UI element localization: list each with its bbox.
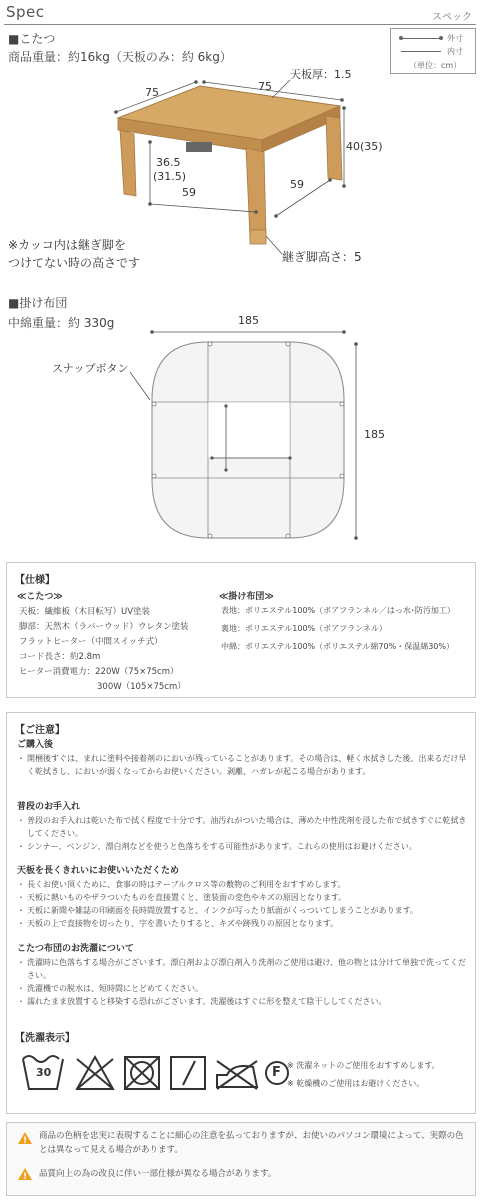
spec-futon-line: 表地：ポリエステル100%（ボアフランネル／はっ水･防汚加工） [221,606,455,615]
kotatsu-width-dim: 75 [145,86,159,99]
leg-extension [250,230,266,244]
inner-depth-dim: 59 [290,178,304,191]
spec-kotatsu-line: 300W（105×75cm） [97,682,186,692]
svg-text:!: ! [22,1136,28,1145]
leg-back-right [326,116,342,180]
care-section-title: 天板を長くきれいにお使いいただくため [17,866,180,876]
top-thickness-callout: 天板厚：1.5 [290,68,352,81]
care-section-title: ご購入後 [17,740,54,750]
wash-heading: 【洗濯表示】 [15,1033,75,1044]
legend-outer-line [401,38,441,39]
futon-weight: 中綿重量：約 330g [8,316,115,330]
care-item: ・ 濡れたまま放置すると移染する恐れがございます。洗濯後はすぐに形を整えて陰干ししてください。 [17,995,467,1008]
spec-futon-heading: ≪掛け布団≫ [219,592,274,602]
spec-futon-line: 中綿：ポリエステル100%（ポリエステル綿70%・保温綿30%） [221,642,454,651]
care-section [17,941,467,1008]
care-section-title: 普段のお手入れ [17,802,81,812]
line-dry-icon [171,1057,205,1089]
disclaimer-box [6,1122,476,1196]
care-item: ・ 洗濯機での脱水は、短時間にとどめてください。 [17,982,467,995]
dry-clean-letter: F [272,1065,281,1080]
care-item: ・ 洗濯時に色落ちする場合がございます。漂白剤および漂白剤入り洗剤のご使用は避け、他の物とは分けて単独で洗ってください。 [17,956,467,982]
kotatsu-weight: 商品重量：約16kg（天板のみ：約 6kg） [8,50,232,64]
leg-extension-callout: 継ぎ脚高さ：5 [282,250,362,264]
spec-kotatsu-line: コード長さ：約2.8m [19,652,101,662]
inner-height-alt-dim: (31.5) [153,170,187,183]
disclaimer-line: 商品の色柄を忠実に表現することに細心の注意を払っておりますが、お使いのパソコン環境によって、実際の色とは異なって見える場合があります。 [39,1131,464,1155]
wash-temp: 30 [36,1066,52,1079]
legend-inner-label: 内寸 [447,47,463,56]
disclaimer-line: 品質向上の為の改良に伴い一部仕様が異なる場合があります。 [39,1169,277,1179]
legend-unit: （単位：cm） [409,61,462,70]
care-item: ・ シンナー、ベンジン、漂白剤などを使うと色落ちをする可能性があります。これらの使用はお避けください。 [17,840,467,853]
care-heading: 【ご注意】 [15,725,65,736]
wash-note: ※ 乾燥機のご使用はお避けください。 [287,1079,425,1088]
leg-front-left [120,130,136,196]
legend-outer-label: 外寸 [447,34,463,43]
care-item: ・ 天板に熱いものやザラついたものを直接置くと、塗装面の変色やキズの原因となります。 [17,891,467,904]
spec-box [6,562,476,698]
care-section [17,799,467,853]
page-subtitle: スペック [432,12,472,23]
warning-icon [17,1131,33,1145]
spec-futon-line: 裏地：ポリエステル100%（ボアフランネル） [221,624,387,633]
futon-width-dim: 185 [238,314,259,327]
inner-width-dim: 59 [182,186,196,199]
wash-note: ※ 洗濯ネットのご使用をおすすめします。 [287,1061,440,1070]
futon-label: ■掛け布団 [8,296,68,310]
no-tumble-dry-icon [125,1057,159,1089]
care-item: ・ 長くお使い頂くために、食事の時はテーブルクロス等の敷物のご利用をおすすめします。 [17,878,467,891]
legend-inner-line [401,51,441,52]
height-note-line2: つけてない時の高さです [8,256,141,270]
spec-kotatsu-line: フラットヒーター（中間スイッチ式） [19,637,163,647]
spec-kotatsu-heading: ≪こたつ≫ [17,592,63,602]
inner-height-dim: 36.5 [156,156,181,169]
laundry-symbols [19,1049,289,1099]
warning-icon [17,1167,33,1181]
care-section-title: こたつ布団のお洗濯について [17,944,134,954]
svg-text:!: ! [22,1172,28,1181]
care-section [17,737,467,778]
futon-illustration [0,328,480,546]
iron-icon [217,1061,257,1089]
header-divider [4,24,476,25]
futon-height-dim: 185 [364,428,385,441]
care-item: ・ 天板に新聞や雑誌の印刷面を長時間放置すると、インクが写ったり紙面がくっついてしまうことがあります。 [17,904,467,917]
leg-front-right [246,148,266,240]
futon-inner-area [208,402,290,458]
kotatsu-depth-dim: 75 [258,80,272,93]
spec-kotatsu-line: 脚部：天然木（ラバーウッド）ウレタン塗装 [19,622,189,632]
care-item: ・ 天板の上で直接物を切ったり、字を書いたりすると、キズや跡残りの原因となります。 [17,917,467,930]
snap-button-label: スナップボタン [52,362,129,375]
kotatsu-height-dim: 40(35) [346,140,383,153]
height-note-line1: ※カッコ内は継ぎ脚を [8,238,126,252]
care-box [6,712,476,1114]
spec-heading: 【仕様】 [15,575,55,586]
legend-dot [439,36,443,40]
care-item: ・ 普段のお手入れは乾いた布で拭く程度で十分です。油汚れがついた場合は、薄めた中性洗剤を浸した布で拭きすぐに乾拭きしてください。 [17,814,467,840]
kotatsu-label: ■こたつ [8,32,56,46]
spec-kotatsu-line: 天板：繊維板（木目転写）UV塗装 [19,607,151,617]
no-bleach-icon [77,1057,113,1089]
care-item: ・ 開梱後すぐは、まれに塗料や接着剤のにおいが残っていることがあります。その場合は、軽く水拭きした後、出来るだけ早く乾拭きし、においが弱くなってからお使いください。剥離、ハガレが起こる場合があります。 [17,752,467,778]
heater-unit [186,142,212,152]
care-section [17,863,467,930]
page-title: Spec [6,3,45,21]
spec-kotatsu-line: ヒーター消費電力：220W（75×75cm） [19,667,179,677]
